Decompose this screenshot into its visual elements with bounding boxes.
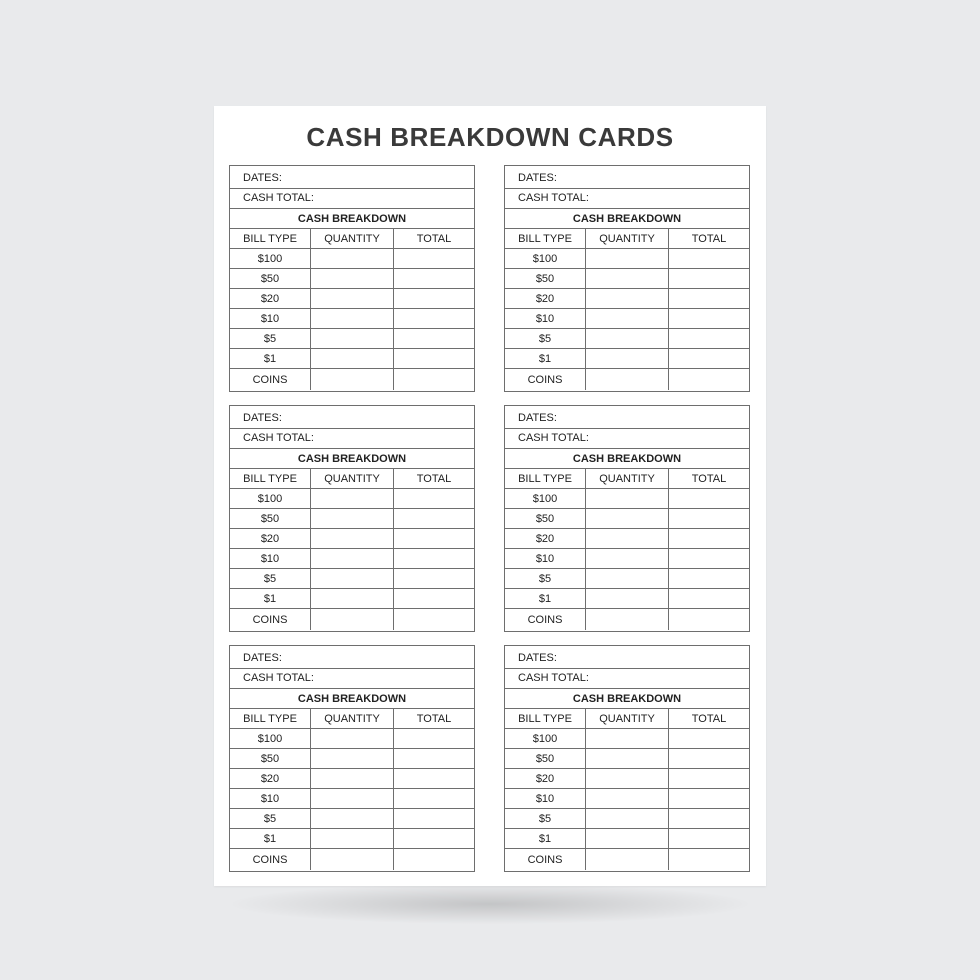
bill-type-label: $20 [505, 289, 586, 308]
bill-type-label: $10 [230, 309, 311, 328]
quantity-cell[interactable] [586, 529, 669, 548]
quantity-cell[interactable] [311, 549, 394, 568]
total-cell[interactable] [669, 829, 749, 848]
page-shadow [232, 884, 748, 924]
bill-type-label: $100 [505, 249, 586, 268]
breakdown-heading-row [230, 209, 474, 229]
column-header: QUANTITY [586, 709, 669, 728]
bill-row [230, 529, 474, 549]
total-cell[interactable] [669, 269, 749, 288]
total-cell[interactable] [394, 809, 474, 828]
column-header: BILL TYPE [505, 709, 586, 728]
breakdown-heading: CASH BREAKDOWN [297, 213, 407, 225]
column-header-row [230, 229, 474, 249]
quantity-cell[interactable] [311, 509, 394, 528]
bill-type-label: $5 [505, 329, 586, 348]
bill-row [505, 609, 749, 630]
total-cell[interactable] [394, 849, 474, 870]
column-header: TOTAL [416, 472, 452, 485]
bill-row [230, 329, 474, 349]
dates-label: DATES: [518, 652, 557, 664]
quantity-cell[interactable] [311, 329, 394, 348]
quantity-cell[interactable] [311, 829, 394, 848]
breakdown-heading: CASH BREAKDOWN [297, 453, 407, 465]
quantity-cell[interactable] [311, 249, 394, 268]
column-header: QUANTITY [586, 469, 669, 488]
column-header: BILL TYPE [230, 229, 311, 248]
breakdown-heading: CASH BREAKDOWN [572, 693, 682, 705]
bill-type-label: COINS [505, 369, 586, 390]
total-cell[interactable] [669, 609, 749, 630]
cash-total-label: CASH TOTAL: [243, 432, 314, 444]
bill-row [505, 489, 749, 509]
total-cell[interactable] [669, 249, 749, 268]
dates-row [230, 166, 474, 189]
column-header: QUANTITY [311, 709, 394, 728]
bill-row [230, 289, 474, 309]
total-cell[interactable] [394, 309, 474, 328]
bill-row [505, 569, 749, 589]
quantity-cell[interactable] [586, 809, 669, 828]
quantity-cell[interactable] [586, 329, 669, 348]
total-cell[interactable] [669, 749, 749, 768]
bill-type-label: $10 [230, 549, 311, 568]
quantity-cell[interactable] [586, 309, 669, 328]
bill-type-label: $50 [505, 269, 586, 288]
breakdown-heading-row [505, 449, 749, 469]
bill-row [230, 249, 474, 269]
quantity-cell[interactable] [311, 769, 394, 788]
column-header-row [230, 469, 474, 489]
quantity-cell[interactable] [311, 849, 394, 870]
bill-type-label: $50 [230, 509, 311, 528]
bill-type-label: $1 [505, 349, 586, 368]
quantity-cell[interactable] [586, 269, 669, 288]
bill-type-label: $5 [230, 809, 311, 828]
total-cell[interactable] [669, 289, 749, 308]
quantity-cell[interactable] [586, 489, 669, 508]
total-cell[interactable] [669, 309, 749, 328]
column-header: TOTAL [691, 472, 727, 485]
cash-total-label: CASH TOTAL: [518, 672, 589, 684]
bill-row [230, 349, 474, 369]
page-title: CASH BREAKDOWN CARDS [306, 122, 674, 152]
breakdown-heading: CASH BREAKDOWN [572, 213, 682, 225]
cash-total-row [505, 189, 749, 209]
quantity-cell[interactable] [586, 789, 669, 808]
dates-row [230, 646, 474, 669]
bill-row [230, 509, 474, 529]
bill-row [230, 489, 474, 509]
dates-row [505, 166, 749, 189]
total-cell[interactable] [394, 789, 474, 808]
total-cell[interactable] [394, 269, 474, 288]
bill-row [230, 309, 474, 329]
quantity-cell[interactable] [311, 789, 394, 808]
bill-row [505, 749, 749, 769]
cash-total-row [230, 669, 474, 689]
breakdown-heading: CASH BREAKDOWN [572, 453, 682, 465]
quantity-cell[interactable] [311, 589, 394, 608]
dates-row [505, 406, 749, 429]
quantity-cell[interactable] [311, 609, 394, 630]
column-header: BILL TYPE [230, 469, 311, 488]
quantity-cell[interactable] [311, 269, 394, 288]
cash-card [504, 405, 750, 632]
bill-row [505, 249, 749, 269]
bill-type-label: $50 [230, 269, 311, 288]
total-cell[interactable] [669, 349, 749, 368]
total-cell[interactable] [669, 369, 749, 390]
bill-row [505, 809, 749, 829]
total-cell[interactable] [394, 829, 474, 848]
bill-type-label: $50 [505, 509, 586, 528]
quantity-cell[interactable] [586, 749, 669, 768]
bill-type-label: $10 [505, 309, 586, 328]
column-header: TOTAL [416, 232, 452, 245]
cash-card [504, 165, 750, 392]
quantity-cell[interactable] [586, 509, 669, 528]
quantity-cell[interactable] [311, 309, 394, 328]
quantity-cell[interactable] [586, 249, 669, 268]
bill-row [505, 269, 749, 289]
bill-row [505, 849, 749, 870]
bill-type-label: $100 [505, 489, 586, 508]
cash-card [229, 405, 475, 632]
bill-type-label: $20 [505, 529, 586, 548]
total-cell[interactable] [394, 749, 474, 768]
dates-label: DATES: [518, 412, 557, 424]
quantity-cell[interactable] [311, 749, 394, 768]
breakdown-heading-row [230, 449, 474, 469]
bill-row [505, 289, 749, 309]
total-cell[interactable] [394, 289, 474, 308]
bill-row [505, 829, 749, 849]
total-cell[interactable] [394, 609, 474, 630]
bill-row [505, 349, 749, 369]
column-header: QUANTITY [586, 229, 669, 248]
bill-type-label: $1 [505, 829, 586, 848]
total-cell[interactable] [669, 809, 749, 828]
cash-total-row [230, 189, 474, 209]
total-cell[interactable] [394, 509, 474, 528]
cash-total-row [505, 429, 749, 449]
total-cell[interactable] [669, 329, 749, 348]
total-cell[interactable] [669, 849, 749, 870]
bill-type-label: $5 [230, 329, 311, 348]
total-cell[interactable] [669, 509, 749, 528]
bill-row [230, 789, 474, 809]
bill-row [505, 529, 749, 549]
bill-type-label: COINS [505, 609, 586, 630]
bill-type-label: $1 [230, 349, 311, 368]
quantity-cell[interactable] [311, 729, 394, 748]
quantity-cell[interactable] [586, 369, 669, 390]
planner-sheet [214, 106, 766, 886]
bill-type-label: COINS [230, 849, 311, 870]
bill-row [505, 729, 749, 749]
quantity-cell[interactable] [311, 369, 394, 390]
bill-type-label: $1 [230, 589, 311, 608]
bill-row [230, 549, 474, 569]
cash-card [229, 165, 475, 392]
total-cell[interactable] [669, 549, 749, 568]
cash-total-label: CASH TOTAL: [243, 192, 314, 204]
bill-row [230, 269, 474, 289]
total-cell[interactable] [394, 249, 474, 268]
bill-type-label: $50 [505, 749, 586, 768]
bill-type-label: COINS [230, 609, 311, 630]
bill-type-label: $100 [230, 249, 311, 268]
bill-type-label: $10 [505, 789, 586, 808]
dates-label: DATES: [243, 172, 282, 184]
quantity-cell[interactable] [311, 529, 394, 548]
bill-row [230, 829, 474, 849]
quantity-cell[interactable] [311, 289, 394, 308]
column-header: TOTAL [416, 712, 452, 725]
bill-row [230, 729, 474, 749]
bill-row [505, 509, 749, 529]
quantity-cell[interactable] [586, 349, 669, 368]
bill-type-label: $20 [505, 769, 586, 788]
bill-type-label: $5 [230, 569, 311, 588]
dates-label: DATES: [518, 172, 557, 184]
quantity-cell[interactable] [586, 569, 669, 588]
bill-row [505, 369, 749, 390]
column-header: BILL TYPE [230, 709, 311, 728]
bill-row [505, 329, 749, 349]
total-cell[interactable] [394, 329, 474, 348]
bill-type-label: $100 [230, 729, 311, 748]
dates-label: DATES: [243, 652, 282, 664]
quantity-cell[interactable] [311, 809, 394, 828]
total-cell[interactable] [394, 549, 474, 568]
total-cell[interactable] [394, 589, 474, 608]
quantity-cell[interactable] [586, 609, 669, 630]
bill-type-label: $5 [505, 569, 586, 588]
bill-type-label: $1 [230, 829, 311, 848]
quantity-cell[interactable] [586, 849, 669, 870]
bill-type-label: $20 [230, 289, 311, 308]
dates-row [230, 406, 474, 429]
bill-row [230, 369, 474, 390]
breakdown-heading-row [230, 689, 474, 709]
quantity-cell[interactable] [586, 549, 669, 568]
quantity-cell[interactable] [586, 289, 669, 308]
total-cell[interactable] [669, 789, 749, 808]
total-cell[interactable] [669, 529, 749, 548]
cash-total-label: CASH TOTAL: [243, 672, 314, 684]
total-cell[interactable] [394, 569, 474, 588]
bill-row [505, 549, 749, 569]
bill-type-label: $1 [505, 589, 586, 608]
bill-type-label: $20 [230, 529, 311, 548]
quantity-cell[interactable] [586, 829, 669, 848]
bill-row [505, 309, 749, 329]
total-cell[interactable] [394, 369, 474, 390]
quantity-cell[interactable] [586, 769, 669, 788]
column-header-row [230, 709, 474, 729]
column-header: BILL TYPE [505, 469, 586, 488]
cash-total-row [505, 669, 749, 689]
bill-row [230, 749, 474, 769]
bill-type-label: $100 [230, 489, 311, 508]
total-cell[interactable] [394, 489, 474, 508]
bill-type-label: $20 [230, 769, 311, 788]
bill-row [505, 589, 749, 609]
bill-type-label: COINS [230, 369, 311, 390]
breakdown-heading-row [505, 209, 749, 229]
bill-type-label: $10 [505, 549, 586, 568]
total-cell[interactable] [394, 769, 474, 788]
quantity-cell[interactable] [311, 569, 394, 588]
cash-total-row [230, 429, 474, 449]
dates-row [505, 646, 749, 669]
bill-row [230, 609, 474, 630]
total-cell[interactable] [669, 589, 749, 608]
quantity-cell[interactable] [586, 589, 669, 608]
cash-total-label: CASH TOTAL: [518, 432, 589, 444]
bill-type-label: COINS [505, 849, 586, 870]
column-header: QUANTITY [311, 469, 394, 488]
quantity-cell[interactable] [311, 349, 394, 368]
total-cell[interactable] [669, 569, 749, 588]
bill-row [230, 849, 474, 870]
breakdown-heading: CASH BREAKDOWN [297, 693, 407, 705]
column-header: QUANTITY [311, 229, 394, 248]
column-header: TOTAL [691, 232, 727, 245]
total-cell[interactable] [394, 729, 474, 748]
bill-row [230, 589, 474, 609]
column-header-row [505, 469, 749, 489]
column-header-row [505, 229, 749, 249]
bill-row [505, 769, 749, 789]
cash-card [504, 645, 750, 872]
bill-row [230, 569, 474, 589]
column-header: TOTAL [691, 712, 727, 725]
bill-type-label: $10 [230, 789, 311, 808]
bill-row [230, 769, 474, 789]
total-cell[interactable] [394, 349, 474, 368]
total-cell[interactable] [669, 489, 749, 508]
column-header-row [505, 709, 749, 729]
column-header: BILL TYPE [505, 229, 586, 248]
bill-type-label: $50 [230, 749, 311, 768]
dates-label: DATES: [243, 412, 282, 424]
bill-row [230, 809, 474, 829]
total-cell[interactable] [394, 529, 474, 548]
cash-total-label: CASH TOTAL: [518, 192, 589, 204]
bill-type-label: $100 [505, 729, 586, 748]
bill-row [505, 789, 749, 809]
cash-card [229, 645, 475, 872]
breakdown-heading-row [505, 689, 749, 709]
quantity-cell[interactable] [586, 729, 669, 748]
total-cell[interactable] [669, 729, 749, 748]
quantity-cell[interactable] [311, 489, 394, 508]
bill-type-label: $5 [505, 809, 586, 828]
total-cell[interactable] [669, 769, 749, 788]
